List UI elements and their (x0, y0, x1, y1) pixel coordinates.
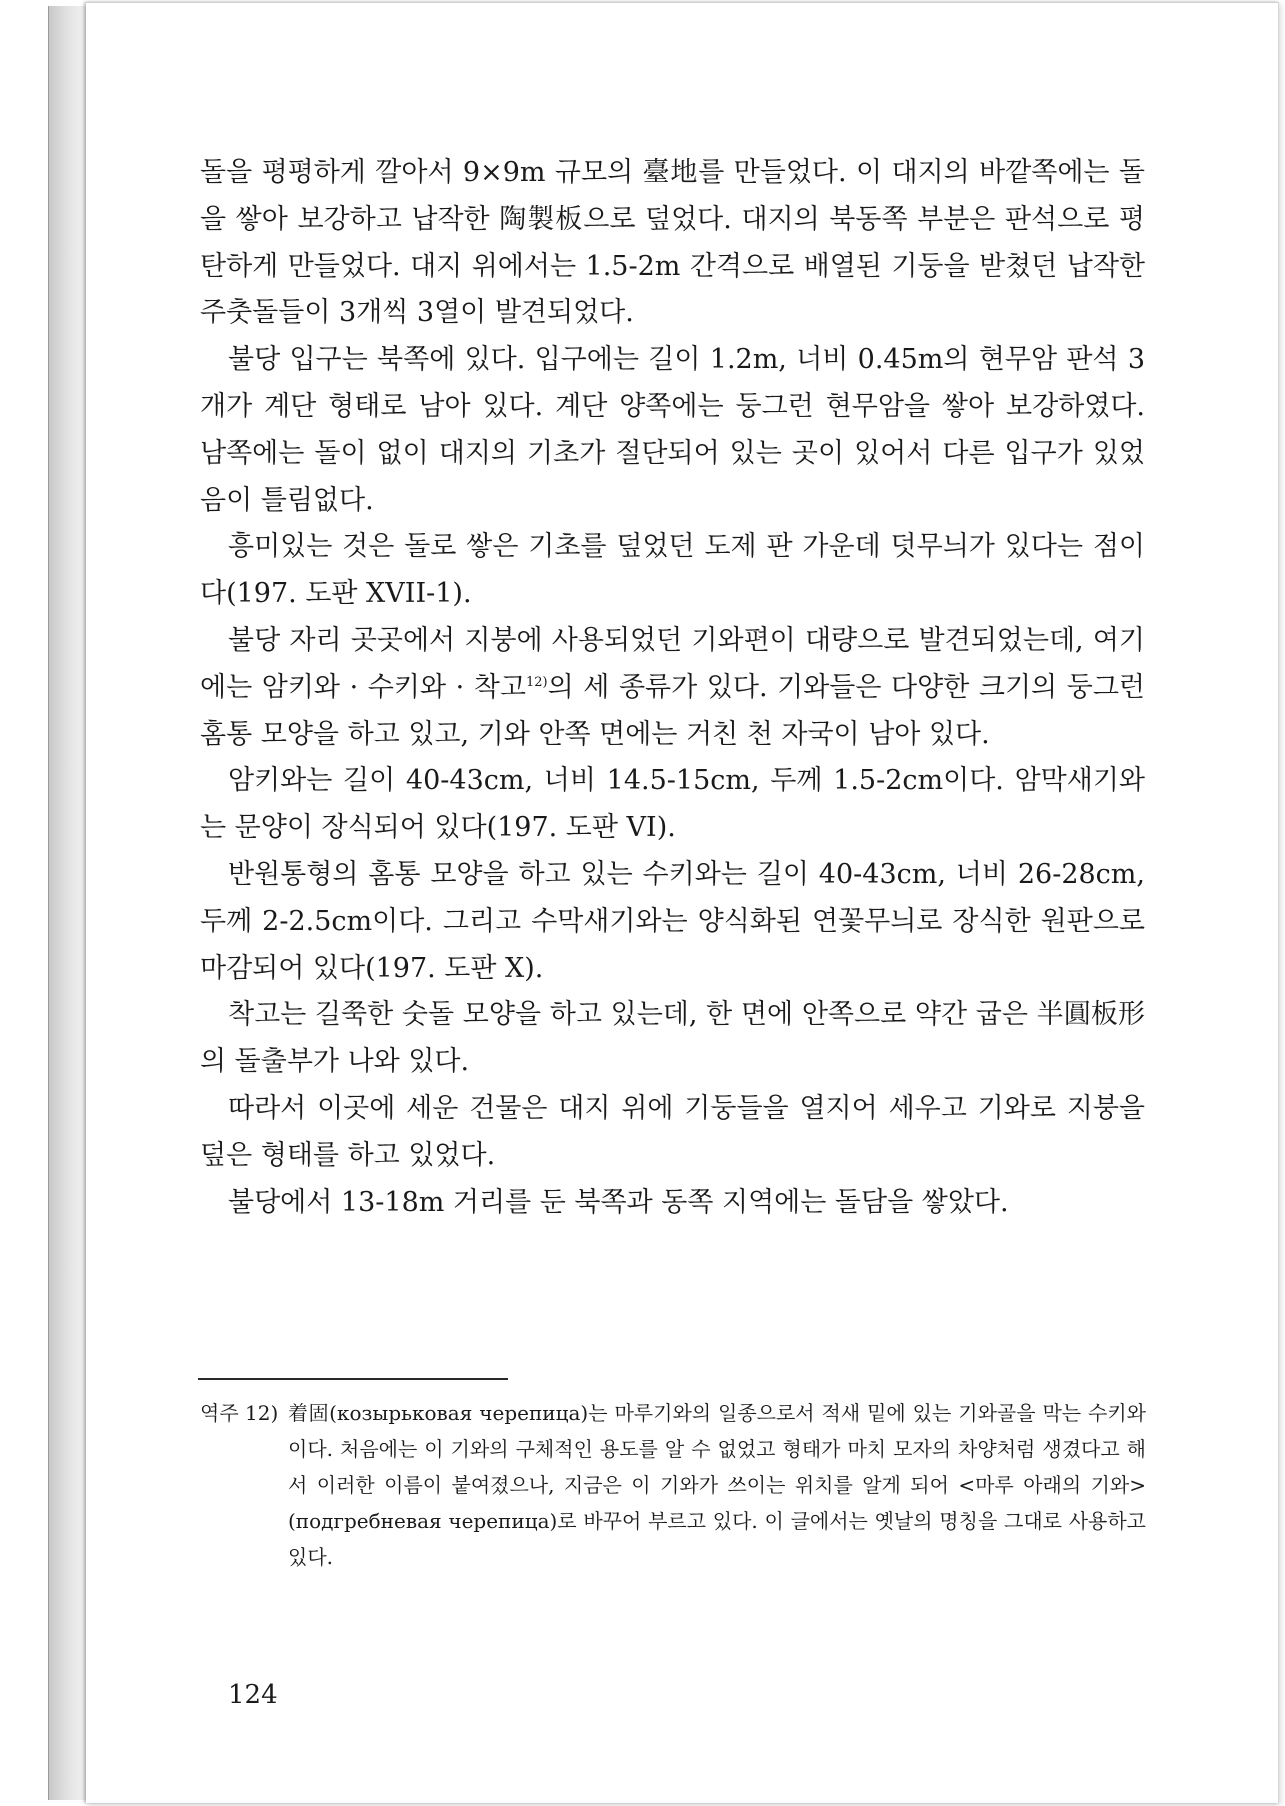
paragraph-tiles-text-a: 불당 자리 곳곳에서 지붕에 사용되었던 기와편이 대량으로 발견되었는데, 여기에는 암키와 · 수키와 · 착고 (200, 624, 1145, 703)
footnote-text: 着固(козырьковая черепица)는 마루기와의 일종으로서 적새 밑에 있는 기와골을 막는 수키와이다. 처음에는 이 기와의 구체적인 용도를 알 수 없었고 형태가 마치 모자의 차양처럼 생겼다고 해서 이러한 이름이 붙여졌으나, 지금은 이 기와가 쓰이는 위치를 알게 되어 <마루 아래의 기와>(подгребневая черепица)로 바꾸어 부르고 있다. 이 글에서는 옛날의 명칭을 그대로 사용하고 있다. (288, 1401, 1146, 1569)
paragraph-pattern: 흥미있는 것은 돌로 쌓은 기초를 덮었던 도제 판 가운데 덧무늬가 있다는 점이다(197. 도판 XVII-1). (200, 531, 1145, 610)
paragraph-entrance: 불당 입구는 북쪽에 있다. 입구에는 길이 1.2m, 너비 0.45m의 현무암 판석 3개가 계단 형태로 남아 있다. 계단 양쪽에는 둥그런 현무암을 쌓아 보강하였다. 남쪽에는 돌이 없이 대지의 기초가 절단되어 있는 곳이 있어서 다른 입구가 있었음이 틀림없다. (200, 344, 1145, 516)
paragraph-male-tiles: 반원통형의 홈통 모양을 하고 있는 수키와는 길이 40-43cm, 너비 26-28cm, 두께 2-2.5cm이다. 그리고 수막새기와는 양식화된 연꽃무늬로 장식한 원판으로 마감되어 있다(197. 도판 X). (200, 858, 1145, 984)
paragraph-wall: 불당에서 13-18m 거리를 둔 북쪽과 동쪽 지역에는 돌담을 쌓았다. (228, 1186, 1009, 1218)
footnote-reference: 12) (525, 674, 548, 690)
page-number: 124 (228, 1680, 278, 1710)
paragraph-tiles-text-b: 의 세 종류가 있다. 기와들은 다양한 크기의 둥그런 홈통 모양을 하고 있고, 기와 안쪽 면에는 거친 천 자국이 남아 있다. (200, 671, 1145, 750)
footnote-divider (198, 1378, 508, 1380)
paragraph-tiles (200, 618, 1145, 758)
footnote (200, 1395, 1146, 1575)
paragraph-female-tiles: 암키와는 길이 40-43cm, 너비 14.5-15cm, 두께 1.5-2cm이다. 암막새기와는 문양이 장식되어 있다(197. 도판 VI). (200, 765, 1145, 844)
footnote-marker: 역주 12) (200, 1401, 279, 1425)
page-stack-edge (48, 6, 89, 1800)
paragraph-platform: 돌을 평평하게 깔아서 9×9m 규모의 臺地를 만들었다. 이 대지의 바깥쪽에는 돌을 쌓아 보강하고 납작한 陶製板으로 덮었다. 대지의 북동쪽 부분은 판석으로 평탄하게 만들었다. 대지 위에서는 1.5-2m 간격으로 배열된 기둥을 받쳤던 납작한 주춧돌들이 3개씩 3열이 발견되었다. (200, 157, 1145, 329)
paragraph-building: 따라서 이곳에 세운 건물은 대지 위에 기둥들을 열지어 세우고 기와로 지붕을 덮은 형태를 하고 있었다. (200, 1092, 1145, 1171)
main-text (200, 150, 1145, 1226)
paragraph-chakgo: 착고는 길쭉한 숫돌 모양을 하고 있는데, 한 면에 안쪽으로 약간 굽은 半圓板形의 돌출부가 나와 있다. (200, 999, 1145, 1078)
